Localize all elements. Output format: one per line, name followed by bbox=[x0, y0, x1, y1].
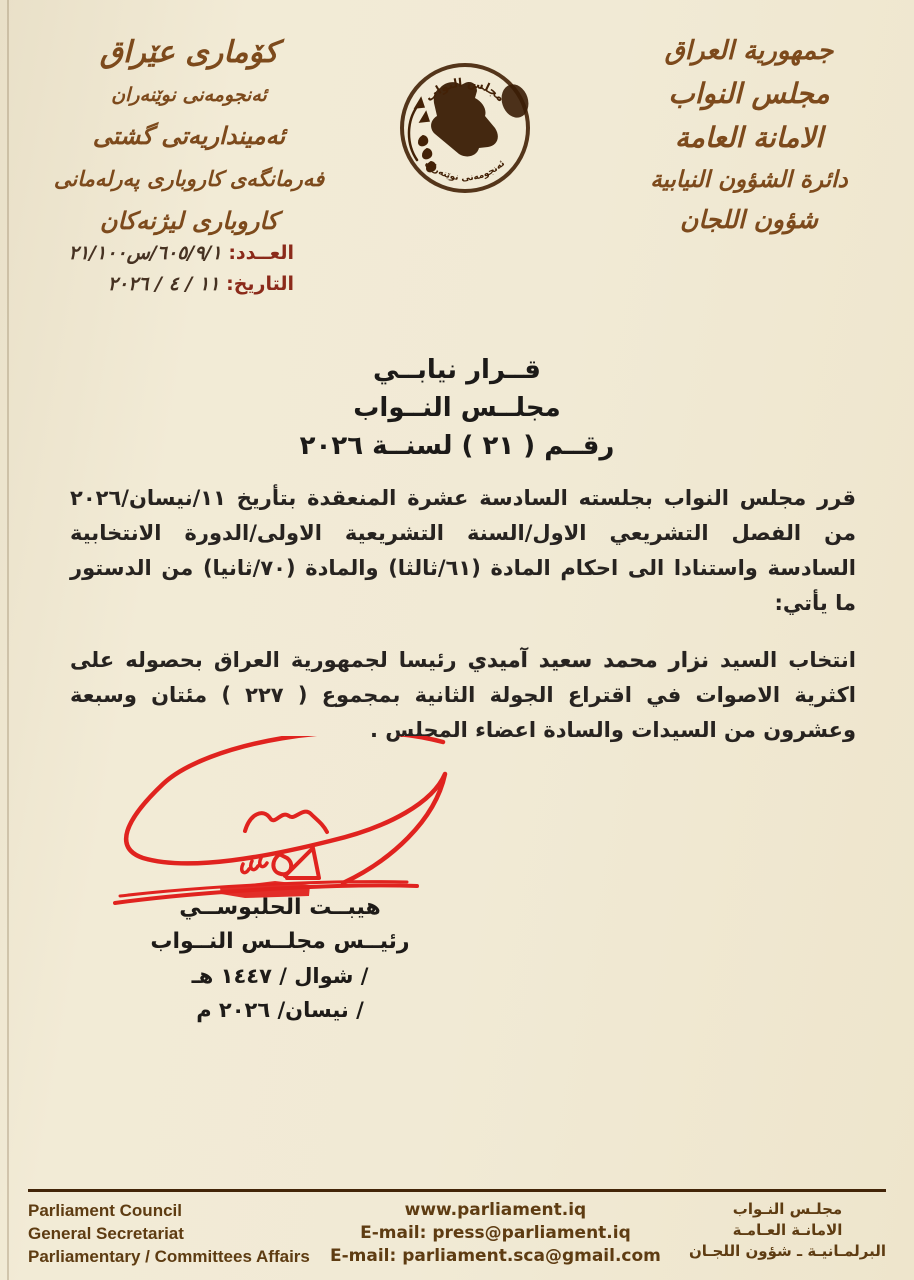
emblem-bottom-text: ئەنجومەنی نوێنەران bbox=[422, 158, 508, 184]
emblem-top-text: مجلس النواب bbox=[422, 75, 508, 105]
footer-english-line: Parliamentary / Committees Affairs bbox=[28, 1247, 310, 1266]
wheat-stalk-icon bbox=[409, 104, 419, 160]
decision-title-line2: مجلــس النــواب bbox=[353, 393, 561, 423]
resolution-suffix: رئيسا لجمهورية العراق بحصوله على اكثرية الاصوات في اقتراع الجولة الثانية بمجموع ( ٢٢٧ ) مئتان وسبعة وعشرون من السيدات والسادة اعضاء المجلس . bbox=[70, 648, 856, 742]
president-name: نزار محمد سعيد آميدي bbox=[467, 648, 709, 672]
parliament-emblem bbox=[393, 56, 541, 206]
footer-english bbox=[28, 1199, 310, 1268]
document-footer bbox=[28, 1189, 886, 1268]
signature-gregorian-date: / نيسان/ ٢٠٢٦ م bbox=[196, 998, 364, 1022]
kurdish-letterhead-line: کاروباری لیژنەکان bbox=[99, 207, 279, 235]
ref-date-value: ٢٠٢٦ / ٤ / ١١ bbox=[107, 273, 220, 295]
signatory-title: رئيــس مجلــس النــواب bbox=[150, 929, 410, 954]
footer-website: www.parliament.iq bbox=[404, 1200, 587, 1220]
resolution-prefix: انتخاب السيد bbox=[708, 648, 857, 672]
footer-english-line: Parliament Council bbox=[28, 1201, 182, 1220]
arabic-letterhead-line: شؤون اللجان bbox=[680, 205, 818, 234]
ref-date-label: التاريخ: bbox=[226, 273, 294, 295]
footer-arabic-line: مجلـس النـواب bbox=[732, 1200, 843, 1218]
arabic-letterhead-line: جمهورية العراق bbox=[664, 36, 834, 66]
kurdish-letterhead-line: ئەمینداریەتی گشتی bbox=[92, 122, 286, 150]
footer-arabic-line: الامانـة العـامـة bbox=[732, 1221, 843, 1239]
speaker-signature-icon bbox=[95, 736, 495, 914]
decision-title-line1: قــرار نيابــي bbox=[373, 355, 541, 385]
footer-arabic bbox=[681, 1199, 886, 1262]
ref-number-line bbox=[26, 238, 294, 269]
wheat-tip-icon bbox=[415, 98, 429, 122]
decision-title bbox=[0, 351, 914, 465]
arabic-letterhead-line: مجلس النواب bbox=[668, 77, 830, 110]
kurdish-letterhead bbox=[14, 30, 364, 242]
body-paragraph-preamble: قرر مجلس النواب بجلسته السادسة عشرة المنعقدة بتأريخ ١١/نيسان/٢٠٢٦ من الفصل التشريعي الاول/السنة التشريعية الاولى/الدورة الانتخابية السادسة واستنادا الى احكام المادة (٦١/ثالثا) والمادة (٧٠/ثانيا) من الدستور ما يأتي: bbox=[70, 486, 857, 615]
kurdish-letterhead-line: فەرمانگەی کاروباری پەرلەمانی bbox=[53, 167, 325, 191]
decision-title-line3: رقــم ( ٢١ ) لسنــة ٢٠٢٦ bbox=[299, 431, 615, 461]
signature-hijri-date: / شوال / ١٤٤٧ هـ bbox=[191, 964, 369, 988]
ref-number-label: العــدد: bbox=[228, 242, 294, 264]
kurdish-letterhead-line: كۆماری عێراق bbox=[99, 35, 279, 70]
footer-contact bbox=[310, 1199, 681, 1268]
signatory-block bbox=[108, 891, 452, 1027]
signatory-name: هيبــت الحلبوســي bbox=[179, 895, 381, 920]
kurdish-letterhead-line: ئەنجومەنی نوێنەران bbox=[111, 84, 267, 106]
decision-body bbox=[70, 481, 856, 748]
footer-arabic-line: البرلمـانيـة ـ شؤون اللجـان bbox=[689, 1242, 886, 1260]
footer-email-press: E-mail: press@parliament.iq bbox=[360, 1223, 631, 1243]
body-paragraph-resolution bbox=[70, 643, 856, 748]
ref-number-value: ٢١/١٠٠س/٦٠٥/٩/١ bbox=[68, 242, 222, 264]
footer-english-line: General Secretariat bbox=[28, 1224, 184, 1243]
arabic-letterhead-line: الامانة العامة bbox=[674, 121, 824, 154]
arabic-letterhead bbox=[594, 30, 904, 240]
scan-edge-shadow bbox=[7, 0, 9, 1280]
reference-block bbox=[26, 238, 294, 300]
arabic-letterhead-line: دائرة الشؤون النيابية bbox=[650, 167, 848, 193]
ref-date-line bbox=[26, 269, 294, 300]
footer-email-sca: E-mail: parliament.sca@gmail.com bbox=[329, 1246, 661, 1266]
